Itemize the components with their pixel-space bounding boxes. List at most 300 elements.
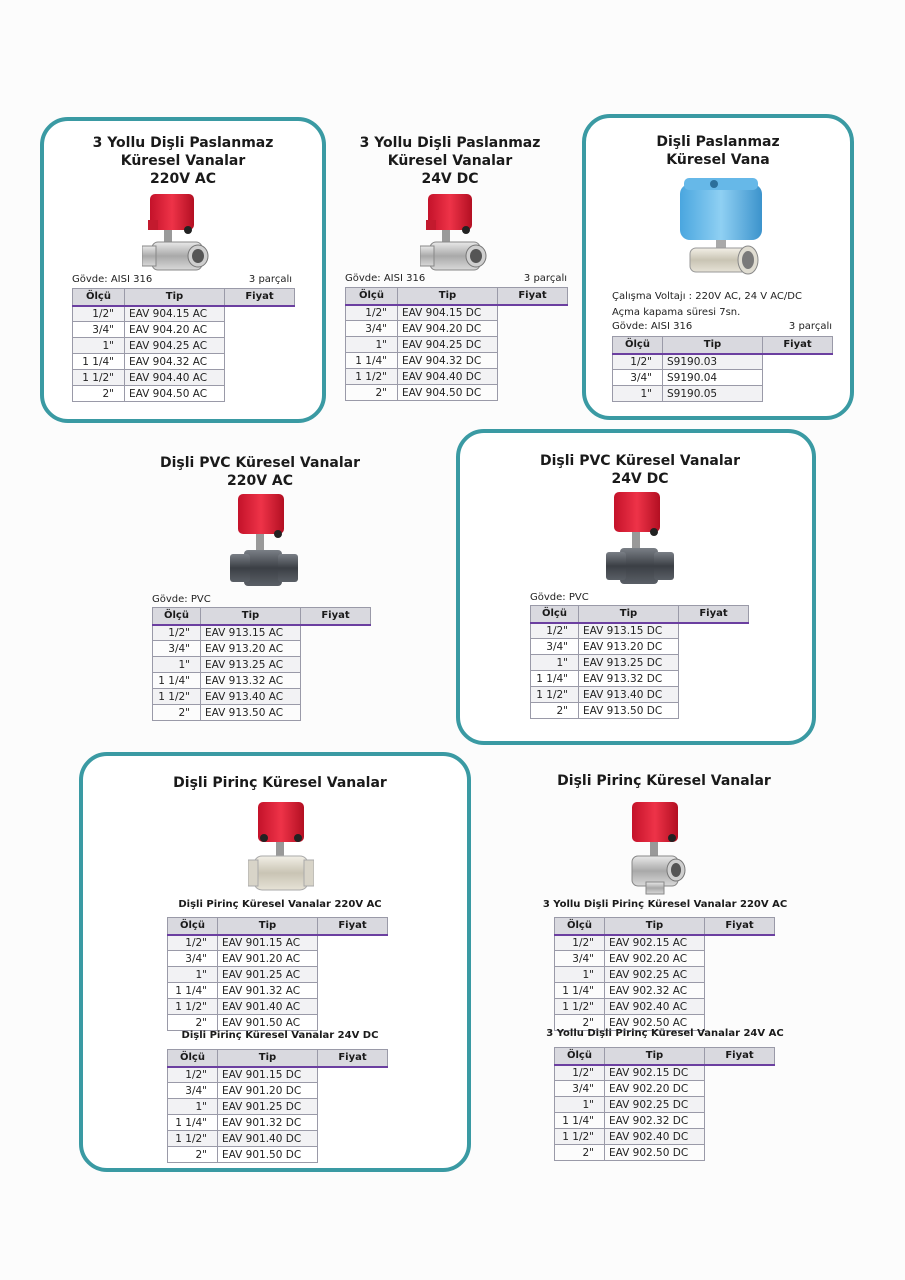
section-stainless-2way bbox=[600, 133, 836, 169]
cell-size: 1 1/2" bbox=[168, 1131, 218, 1147]
header-price: Fiyat bbox=[498, 288, 568, 305]
body-material-row bbox=[530, 592, 650, 603]
table-header-row bbox=[73, 289, 295, 306]
header-size: Ölçü bbox=[346, 288, 398, 305]
cell-tip: EAV 902.50 AC bbox=[605, 1015, 705, 1031]
section3-notes bbox=[612, 290, 832, 332]
section-title bbox=[520, 452, 760, 488]
table-row bbox=[168, 935, 388, 951]
cell-tip: EAV 913.32 DC bbox=[579, 671, 679, 687]
table-row bbox=[346, 369, 568, 385]
cell-tip: EAV 902.32 DC bbox=[605, 1113, 705, 1129]
table-header-row bbox=[555, 1048, 775, 1065]
table-row bbox=[555, 1081, 775, 1097]
cell-size: 1 1/4" bbox=[555, 1113, 605, 1129]
cell-tip: EAV 902.15 DC bbox=[605, 1065, 705, 1081]
table-row bbox=[555, 1097, 775, 1113]
cell-tip: EAV 913.20 DC bbox=[579, 639, 679, 655]
cell-size: 1/2" bbox=[613, 354, 663, 370]
valve-image-red-stainless-3way bbox=[142, 192, 212, 282]
title-line-2: 24V DC bbox=[611, 471, 669, 487]
table-row bbox=[168, 1015, 388, 1031]
parts-count: 3 parçalı bbox=[248, 274, 292, 285]
cell-size: 1/2" bbox=[346, 305, 398, 321]
opening-closing-time: Açma kapama süresi 7sn. bbox=[612, 307, 741, 318]
header-tip: Tip bbox=[218, 918, 318, 935]
cell-tip: EAV 901.15 AC bbox=[218, 935, 318, 951]
section-stainless-3way-24v-dc bbox=[340, 134, 560, 188]
cell-price bbox=[318, 983, 388, 999]
cell-tip: EAV 901.32 DC bbox=[218, 1115, 318, 1131]
cell-tip: EAV 913.40 DC bbox=[579, 687, 679, 703]
cell-size: 3/4" bbox=[346, 321, 398, 337]
cell-price bbox=[318, 1015, 388, 1031]
table-row bbox=[346, 385, 568, 401]
cell-price bbox=[705, 1097, 775, 1113]
body-material: Gövde: AISI 316 bbox=[612, 321, 693, 332]
cell-tip: EAV 902.40 AC bbox=[605, 999, 705, 1015]
cell-tip: EAV 913.40 AC bbox=[201, 689, 301, 705]
table-header-row bbox=[613, 337, 833, 354]
header-price: Fiyat bbox=[301, 608, 371, 625]
cell-tip: S9190.05 bbox=[663, 386, 763, 402]
cell-price bbox=[225, 306, 295, 322]
cell-size: 1 1/4" bbox=[168, 1115, 218, 1131]
body-material: Gövde: PVC bbox=[530, 592, 589, 603]
table-row bbox=[73, 386, 295, 402]
cell-price bbox=[498, 305, 568, 321]
table-header-row bbox=[153, 608, 371, 625]
cell-size: 2" bbox=[531, 703, 579, 719]
cell-size: 2" bbox=[346, 385, 398, 401]
table-row bbox=[153, 705, 371, 721]
body-material-row bbox=[152, 594, 272, 605]
title-line-2: Küresel Vana bbox=[666, 152, 770, 168]
cell-price bbox=[679, 623, 749, 639]
title-line-2: Küresel Vanalar bbox=[387, 153, 513, 169]
cell-price bbox=[318, 967, 388, 983]
section-pvc-24v-dc bbox=[520, 452, 760, 488]
body-material: Gövde: AISI 316 bbox=[72, 274, 153, 285]
cell-price bbox=[225, 386, 295, 402]
header-price: Fiyat bbox=[763, 337, 833, 354]
table-header-row bbox=[555, 918, 775, 935]
section-title bbox=[340, 134, 560, 188]
spec-table-904-ac bbox=[72, 288, 295, 402]
cell-size: 1 1/2" bbox=[555, 999, 605, 1015]
cell-price bbox=[705, 983, 775, 999]
cell-tip: EAV 913.25 DC bbox=[579, 655, 679, 671]
table-header-row bbox=[168, 1050, 388, 1067]
header-size: Ölçü bbox=[153, 608, 201, 625]
section6-sub-dc bbox=[150, 1030, 410, 1041]
cell-price bbox=[705, 999, 775, 1015]
table-row bbox=[168, 1147, 388, 1163]
cell-tip: EAV 902.20 DC bbox=[605, 1081, 705, 1097]
title-line-1: 3 Yollu Dişli Paslanmaz bbox=[359, 135, 541, 151]
section-title bbox=[600, 133, 836, 169]
subtitle-220v-ac: Dişli Pirinç Küresel Vanalar 220V AC bbox=[178, 899, 382, 910]
header-tip: Tip bbox=[398, 288, 498, 305]
table-row bbox=[531, 623, 749, 639]
cell-tip: EAV 901.50 DC bbox=[218, 1147, 318, 1163]
cell-price bbox=[301, 657, 371, 673]
cell-tip: EAV 902.25 AC bbox=[605, 967, 705, 983]
table-row bbox=[555, 967, 775, 983]
section-title bbox=[60, 134, 306, 188]
cell-price bbox=[705, 1065, 775, 1081]
cell-tip: EAV 901.40 DC bbox=[218, 1131, 318, 1147]
cell-price bbox=[679, 639, 749, 655]
cell-price bbox=[301, 689, 371, 705]
section-brass-3way bbox=[514, 772, 814, 790]
cell-size: 1 1/4" bbox=[555, 983, 605, 999]
table-row bbox=[73, 370, 295, 386]
cell-tip: EAV 913.25 AC bbox=[201, 657, 301, 673]
cell-price bbox=[498, 337, 568, 353]
cell-size: 1" bbox=[613, 386, 663, 402]
table-row bbox=[153, 673, 371, 689]
table-row bbox=[346, 305, 568, 321]
cell-price bbox=[225, 322, 295, 338]
cell-size: 2" bbox=[555, 1015, 605, 1031]
header-size: Ölçü bbox=[168, 1050, 218, 1067]
cell-price bbox=[301, 641, 371, 657]
cell-price bbox=[318, 951, 388, 967]
table-row bbox=[531, 671, 749, 687]
header-tip: Tip bbox=[605, 1048, 705, 1065]
cell-price bbox=[301, 705, 371, 721]
cell-price bbox=[225, 354, 295, 370]
cell-size: 3/4" bbox=[73, 322, 125, 338]
body-material: Gövde: AISI 316 bbox=[345, 273, 426, 284]
cell-price bbox=[679, 655, 749, 671]
cell-tip: EAV 901.50 AC bbox=[218, 1015, 318, 1031]
table-row bbox=[153, 689, 371, 705]
cell-price bbox=[318, 1147, 388, 1163]
cell-price bbox=[318, 1083, 388, 1099]
cell-price bbox=[763, 370, 833, 386]
table-row bbox=[168, 1131, 388, 1147]
cell-size: 1 1/2" bbox=[73, 370, 125, 386]
cell-price bbox=[705, 967, 775, 983]
header-size: Ölçü bbox=[531, 606, 579, 623]
subtitle-220v-ac: 3 Yollu Dişli Pirinç Küresel Vanalar 220V AC bbox=[542, 899, 788, 910]
section6-sub-ac bbox=[150, 899, 410, 910]
cell-size: 2" bbox=[555, 1145, 605, 1161]
cell-price bbox=[318, 1099, 388, 1115]
table-row bbox=[555, 1145, 775, 1161]
table-row bbox=[168, 967, 388, 983]
cell-tip: EAV 901.32 AC bbox=[218, 983, 318, 999]
cell-size: 1" bbox=[168, 967, 218, 983]
cell-price bbox=[705, 1113, 775, 1129]
table-row bbox=[168, 999, 388, 1015]
table-row bbox=[168, 983, 388, 999]
cell-price bbox=[705, 1081, 775, 1097]
valve-image-red-brass-3way bbox=[622, 800, 688, 896]
cell-tip: EAV 904.50 AC bbox=[125, 386, 225, 402]
table-row bbox=[531, 703, 749, 719]
spec-table-901-ac bbox=[167, 917, 388, 1031]
header-price: Fiyat bbox=[225, 289, 295, 306]
cell-tip: EAV 904.50 DC bbox=[398, 385, 498, 401]
cell-price bbox=[763, 354, 833, 370]
cell-size: 1" bbox=[168, 1099, 218, 1115]
cell-size: 1/2" bbox=[168, 935, 218, 951]
cell-tip: EAV 913.15 AC bbox=[201, 625, 301, 641]
cell-size: 1" bbox=[346, 337, 398, 353]
cell-size: 1" bbox=[531, 655, 579, 671]
table-row bbox=[555, 951, 775, 967]
table-row bbox=[73, 354, 295, 370]
valve-image-red-pvc bbox=[226, 492, 300, 592]
cell-size: 3/4" bbox=[531, 639, 579, 655]
cell-tip: EAV 913.50 DC bbox=[579, 703, 679, 719]
cell-size: 2" bbox=[73, 386, 125, 402]
header-tip: Tip bbox=[605, 918, 705, 935]
cell-tip: EAV 904.40 DC bbox=[398, 369, 498, 385]
table-header-row bbox=[531, 606, 749, 623]
title-line-3: 220V AC bbox=[149, 171, 217, 187]
cell-size: 1 1/4" bbox=[531, 671, 579, 687]
cell-price bbox=[705, 935, 775, 951]
spec-table-913-dc bbox=[530, 605, 749, 719]
cell-tip: S9190.04 bbox=[663, 370, 763, 386]
cell-price bbox=[225, 370, 295, 386]
valve-image-red-brass bbox=[248, 800, 314, 896]
cell-size: 1/2" bbox=[73, 306, 125, 322]
cell-tip: EAV 902.25 DC bbox=[605, 1097, 705, 1113]
section-title: Dişli Pirinç Küresel Vanalar bbox=[173, 775, 387, 791]
table-row bbox=[346, 321, 568, 337]
table-row bbox=[555, 1065, 775, 1081]
cell-price bbox=[318, 1115, 388, 1131]
header-tip: Tip bbox=[125, 289, 225, 306]
title-line-1: 3 Yollu Dişli Paslanmaz bbox=[92, 135, 274, 151]
cell-tip: EAV 901.25 AC bbox=[218, 967, 318, 983]
cell-size: 1" bbox=[555, 967, 605, 983]
cell-size: 1 1/2" bbox=[346, 369, 398, 385]
cell-price bbox=[498, 369, 568, 385]
cell-size: 1/2" bbox=[555, 1065, 605, 1081]
table-row bbox=[153, 657, 371, 673]
cell-tip: EAV 901.40 AC bbox=[218, 999, 318, 1015]
section4-meta bbox=[152, 594, 272, 605]
cell-price bbox=[301, 625, 371, 641]
cell-size: 1/2" bbox=[531, 623, 579, 639]
cell-price bbox=[705, 1129, 775, 1145]
cell-tip: EAV 904.25 DC bbox=[398, 337, 498, 353]
title-line-1: Dişli PVC Küresel Vanalar bbox=[539, 453, 741, 469]
cell-tip: EAV 902.20 AC bbox=[605, 951, 705, 967]
header-size: Ölçü bbox=[555, 1048, 605, 1065]
table-row bbox=[531, 687, 749, 703]
cell-size: 1 1/2" bbox=[531, 687, 579, 703]
cell-size: 3/4" bbox=[555, 1081, 605, 1097]
section5-meta bbox=[530, 592, 650, 603]
table-row bbox=[555, 999, 775, 1015]
table-row bbox=[153, 641, 371, 657]
cell-tip: EAV 904.32 DC bbox=[398, 353, 498, 369]
spec-table-901-dc bbox=[167, 1049, 388, 1163]
section-title bbox=[140, 454, 380, 490]
table-row bbox=[73, 306, 295, 322]
cell-size: 1/2" bbox=[153, 625, 201, 641]
header-size: Ölçü bbox=[73, 289, 125, 306]
spec-table-902-ac bbox=[554, 917, 775, 1031]
cell-price bbox=[498, 385, 568, 401]
title-line-1: Dişli PVC Küresel Vanalar bbox=[159, 455, 361, 471]
body-material: Gövde: PVC bbox=[152, 594, 211, 605]
header-tip: Tip bbox=[663, 337, 763, 354]
cell-size: 1 1/4" bbox=[346, 353, 398, 369]
cell-price bbox=[301, 673, 371, 689]
cell-tip: EAV 913.15 DC bbox=[579, 623, 679, 639]
cell-size: 1 1/2" bbox=[555, 1129, 605, 1145]
table-row bbox=[168, 1067, 388, 1083]
table-row bbox=[168, 1099, 388, 1115]
cell-size: 1 1/4" bbox=[73, 354, 125, 370]
cell-tip: EAV 902.32 AC bbox=[605, 983, 705, 999]
spec-table-902-dc bbox=[554, 1047, 775, 1161]
header-size: Ölçü bbox=[555, 918, 605, 935]
cell-price bbox=[679, 671, 749, 687]
cell-tip: EAV 913.50 AC bbox=[201, 705, 301, 721]
cell-size: 1 1/2" bbox=[153, 689, 201, 705]
cell-size: 3/4" bbox=[153, 641, 201, 657]
section-title: Dişli Pirinç Küresel Vanalar bbox=[557, 773, 771, 789]
cell-size: 1 1/4" bbox=[168, 983, 218, 999]
cell-tip: EAV 902.40 DC bbox=[605, 1129, 705, 1145]
cell-tip: EAV 904.20 AC bbox=[125, 322, 225, 338]
body-material-row bbox=[612, 321, 832, 332]
cell-size: 1 1/2" bbox=[168, 999, 218, 1015]
cell-price bbox=[225, 338, 295, 354]
title-line-2: 220V AC bbox=[226, 473, 294, 489]
cell-tip: EAV 904.32 AC bbox=[125, 354, 225, 370]
table-header-row bbox=[346, 288, 568, 305]
section-brass bbox=[130, 774, 430, 792]
cell-tip: EAV 904.40 AC bbox=[125, 370, 225, 386]
cell-size: 1/2" bbox=[168, 1067, 218, 1083]
table-row bbox=[555, 1129, 775, 1145]
cell-price bbox=[679, 703, 749, 719]
cell-size: 2" bbox=[153, 705, 201, 721]
header-tip: Tip bbox=[218, 1050, 318, 1067]
cell-size: 2" bbox=[168, 1147, 218, 1163]
title-line-3: 24V DC bbox=[421, 171, 479, 187]
section7-sub-dc bbox=[530, 1028, 800, 1039]
cell-price bbox=[318, 999, 388, 1015]
cell-tip: S9190.03 bbox=[663, 354, 763, 370]
subtitle-24v: 3 Yollu Dişli Pirinç Küresel Vanalar 24V AC bbox=[546, 1028, 784, 1039]
table-row bbox=[168, 951, 388, 967]
cell-size: 1 1/4" bbox=[153, 673, 201, 689]
cell-size: 2" bbox=[168, 1015, 218, 1031]
header-tip: Tip bbox=[201, 608, 301, 625]
title-line-2: Küresel Vanalar bbox=[120, 153, 246, 169]
cell-size: 3/4" bbox=[555, 951, 605, 967]
table-row bbox=[168, 1083, 388, 1099]
cell-price bbox=[318, 935, 388, 951]
section7-sub-ac bbox=[530, 899, 800, 910]
valve-image-blue-actuator bbox=[676, 174, 776, 286]
cell-tip: EAV 901.25 DC bbox=[218, 1099, 318, 1115]
table-row bbox=[555, 935, 775, 951]
valve-image-red-stainless-3way bbox=[420, 192, 490, 282]
section2-meta bbox=[345, 273, 567, 284]
header-size: Ölçü bbox=[613, 337, 663, 354]
cell-tip: EAV 904.15 AC bbox=[125, 306, 225, 322]
parts-count: 3 parçalı bbox=[788, 321, 832, 332]
cell-price bbox=[705, 951, 775, 967]
body-material-row bbox=[72, 274, 292, 285]
table-row bbox=[153, 625, 371, 641]
table-row bbox=[73, 322, 295, 338]
cell-size: 3/4" bbox=[168, 1083, 218, 1099]
cell-price bbox=[318, 1067, 388, 1083]
spec-table-913-ac bbox=[152, 607, 371, 721]
cell-price bbox=[763, 386, 833, 402]
header-price: Fiyat bbox=[318, 1050, 388, 1067]
subtitle-24v-dc: Dişli Pirinç Küresel Vanalar 24V DC bbox=[181, 1030, 379, 1041]
table-row bbox=[613, 370, 833, 386]
cell-tip: EAV 901.15 DC bbox=[218, 1067, 318, 1083]
cell-price bbox=[498, 321, 568, 337]
cell-price bbox=[498, 353, 568, 369]
table-row bbox=[613, 354, 833, 370]
cell-size: 1" bbox=[73, 338, 125, 354]
header-price: Fiyat bbox=[705, 918, 775, 935]
header-price: Fiyat bbox=[679, 606, 749, 623]
table-row bbox=[555, 983, 775, 999]
parts-count: 3 parçalı bbox=[523, 273, 567, 284]
cell-size: 1" bbox=[153, 657, 201, 673]
operating-voltage: Çalışma Voltajı : 220V AC, 24 V AC/DC bbox=[612, 291, 802, 302]
cell-tip: EAV 901.20 DC bbox=[218, 1083, 318, 1099]
cell-size: 3/4" bbox=[168, 951, 218, 967]
table-row bbox=[613, 386, 833, 402]
spec-table-904-dc bbox=[345, 287, 568, 401]
spec-table-s9190 bbox=[612, 336, 833, 402]
cell-tip: EAV 904.15 DC bbox=[398, 305, 498, 321]
table-row bbox=[346, 337, 568, 353]
cell-tip: EAV 913.32 AC bbox=[201, 673, 301, 689]
cell-price bbox=[705, 1145, 775, 1161]
cell-tip: EAV 902.50 DC bbox=[605, 1145, 705, 1161]
cell-tip: EAV 913.20 AC bbox=[201, 641, 301, 657]
cell-tip: EAV 904.25 AC bbox=[125, 338, 225, 354]
table-row bbox=[168, 1115, 388, 1131]
cell-price bbox=[318, 1131, 388, 1147]
header-tip: Tip bbox=[579, 606, 679, 623]
section-pvc-220v-ac bbox=[140, 454, 380, 490]
cell-price bbox=[679, 687, 749, 703]
cell-tip: EAV 901.20 AC bbox=[218, 951, 318, 967]
cell-size: 1/2" bbox=[555, 935, 605, 951]
header-price: Fiyat bbox=[705, 1048, 775, 1065]
table-row bbox=[346, 353, 568, 369]
cell-tip: EAV 904.20 DC bbox=[398, 321, 498, 337]
valve-image-red-pvc bbox=[602, 490, 676, 590]
header-price: Fiyat bbox=[318, 918, 388, 935]
table-header-row bbox=[168, 918, 388, 935]
title-line-1: Dişli Paslanmaz bbox=[656, 134, 780, 150]
cell-size: 3/4" bbox=[613, 370, 663, 386]
section1-meta bbox=[72, 274, 292, 285]
table-row bbox=[555, 1113, 775, 1129]
